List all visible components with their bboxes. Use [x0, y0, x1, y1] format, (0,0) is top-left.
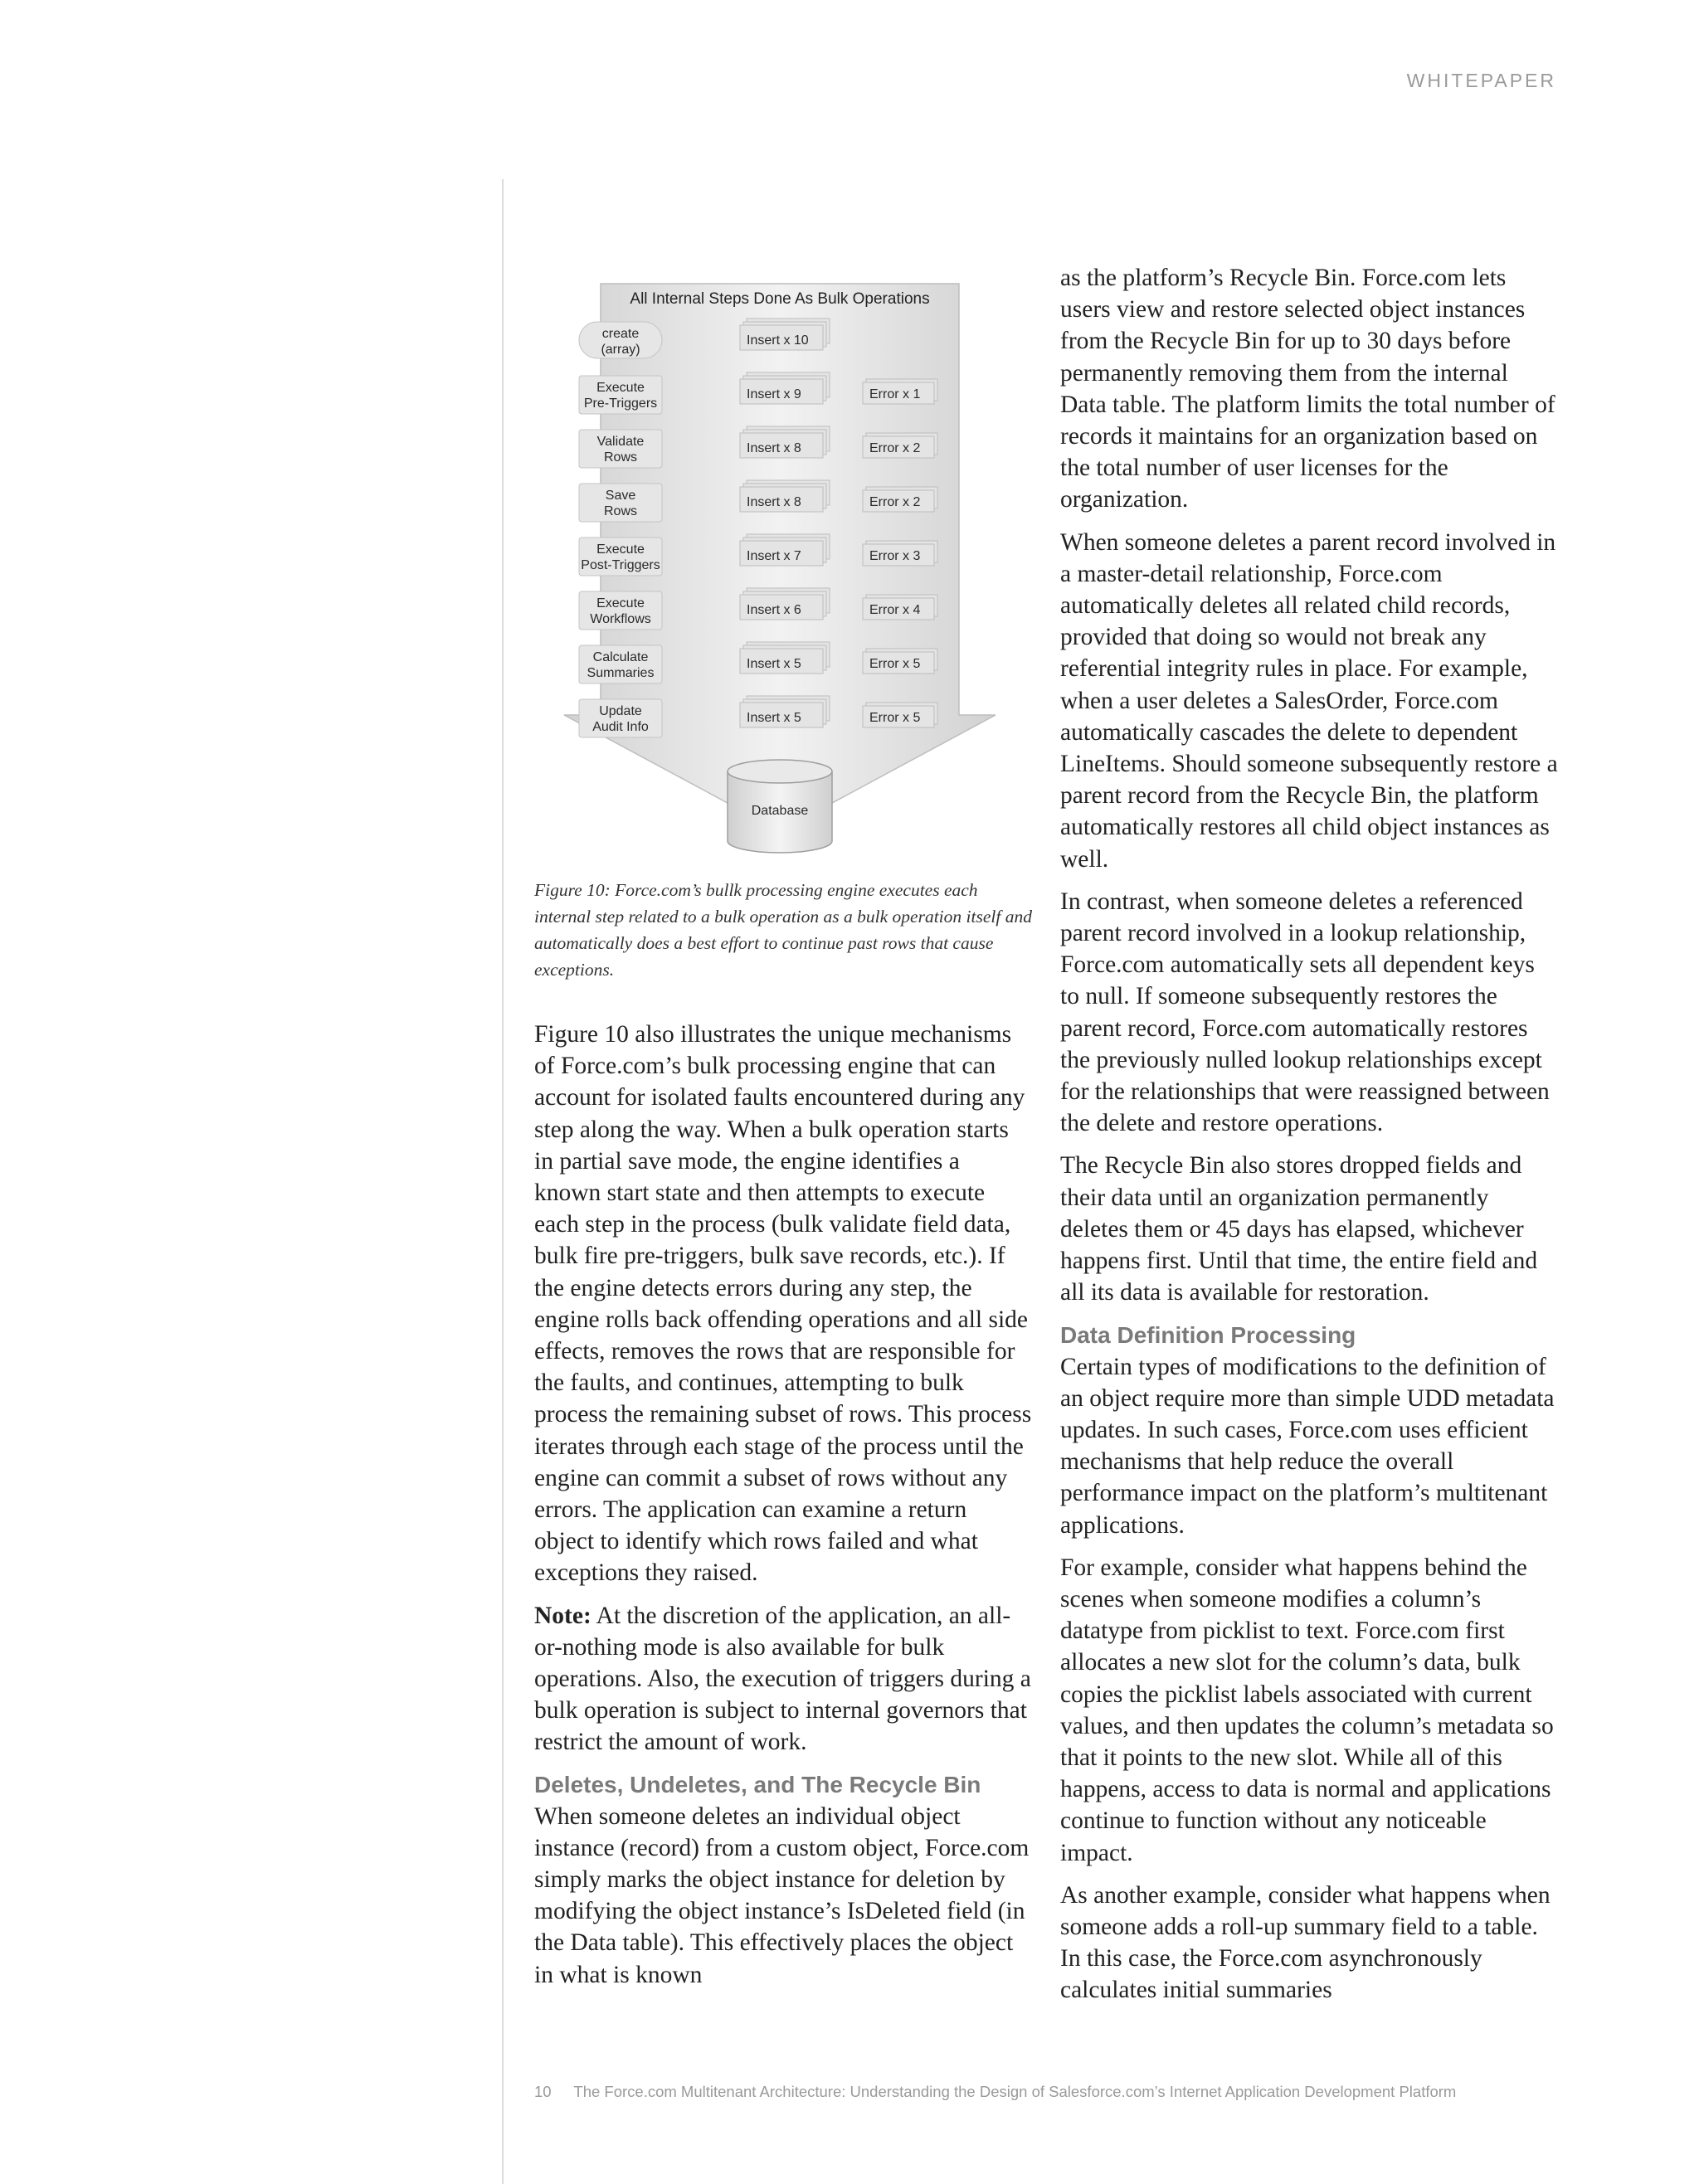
step-box [579, 430, 662, 468]
error-stack [863, 649, 937, 674]
right-paragraph-2: When someone deletes a parent record involved in a master-detail relationship, Force.com automatically deletes all related child records, provided that doing so would not break any referential integrity rules in place. For example, when a user deletes a SalesOrder, Force.com automatically cascades the delete to dependent LineItems. Should someone subsequently restore a parent record from the Recycle Bin, the platform automatically restores all child object instances as well. [1060, 528, 1558, 873]
right-paragraph-5: Certain types of modifications to the definition of an object require more than simple UDD metadata updates. In such cases, Force.com uses efficient mechanisms that help reduce the overall performance impact on the platform’s multitenant applications. [1060, 1353, 1555, 1539]
right-paragraph-1: as the platform’s Recycle Bin. Force.com lets users view and restore selected object instances from the Recycle Bin for up to 30 days before permanently removing them from the internal Data table. The platform limits the total number of records it maintains for an organization based on the total number of user licenses for the organization. [1060, 265, 1555, 513]
step-box [579, 645, 662, 683]
database-label: Database [751, 804, 809, 818]
insert-count-label: Insert x 7 [747, 549, 801, 563]
step-label-line2: Post-Triggers [581, 558, 660, 572]
insert-stack [740, 588, 830, 620]
step-label-line2: Workflows [590, 612, 651, 626]
insert-stack [740, 426, 830, 458]
step-label-line1: create [601, 327, 640, 341]
insert-stack [740, 642, 830, 674]
step-box [579, 322, 662, 358]
right-paragraph-3: In contrast, when someone deletes a referenced parent record involved in a lookup relationship, Force.com automatically sets all dependent keys to null. If someone subsequently restores the parent record, Force.com automatically restores the previously nulled lookup relationships except for the relationships that were reassigned between the delete and restore operations. [1060, 888, 1550, 1137]
right-paragraph-4: The Recycle Bin also stores dropped fields and their data until an organization permanently deletes them or 45 days has elapsed, whichever happens first. Until that time, the entire field and all its data is available for restoration. [1060, 1152, 1538, 1306]
left-paragraph-1: Figure 10 also illustrates the unique mechanisms of Force.com’s bulk processing engine that can account for isolated faults encountered during any step along the way. When a bulk operation starts in partial save mode, the engine identifies a known start state and then attempts to execute each step in the process (bulk validate field data, bulk fire pre-triggers, bulk save records, etc.). If the engine detects errors during any step, the engine rolls back offending operations and all side effects, removes the rows that are responsible for the faults, and continues, attempting to bulk process the remaining subset of rows. This process iterates through each stage of the process until the engine can commit a subset of rows without any errors. The application can examine a return object to identify which rows failed and what exceptions they raised. [534, 1021, 1032, 1587]
insert-count-label: Insert x 8 [747, 441, 801, 455]
step-label-line2: Pre-Triggers [583, 396, 658, 411]
right-paragraph-6: For example, consider what happens behind the scenes when someone modifies a column’s datatype from picklist to text. Force.com first allocates a new slot for the column’s data, bulk copies the picklist labels associated with current values, and then updates the column’s metadata so that it points to the new slot. While all of this happens, access to data is normal and applications continue to function without any noticeable impact. [1060, 1554, 1554, 1866]
note-paragraph [534, 1600, 1032, 1758]
step-label-line1: Execute [596, 596, 645, 610]
step-label-line1: Calculate [592, 650, 649, 664]
error-stack [863, 487, 937, 512]
step-box [579, 376, 662, 414]
step-box [579, 699, 662, 737]
step-label-line1: Validate [596, 435, 645, 449]
step-label-line1: Execute [596, 542, 645, 557]
error-stack [863, 595, 937, 620]
step-label-line1: Execute [596, 381, 645, 395]
figure-caption-text: Figure 10: Force.com’s bullk processing engine executes each internal step related to a bulk operation as a bulk operation itself and automatically does a best effort to continue past rows that cause exceptions. [534, 880, 1032, 980]
step-label-line2: Audit Info [592, 720, 649, 734]
vertical-rule [502, 179, 504, 2184]
step-box [579, 484, 662, 522]
error-count-label: Error x 5 [869, 711, 921, 725]
error-stack [863, 541, 937, 566]
insert-count-label: Insert x 5 [747, 657, 801, 671]
heading-data-definition: Data Definition Processing [1060, 1321, 1356, 1348]
step-label-line2: Rows [603, 450, 638, 465]
error-count-label: Error x 3 [869, 549, 921, 563]
step-box [579, 537, 662, 576]
header-label: WHITEPAPER [1406, 70, 1556, 91]
insert-stack [740, 372, 830, 404]
step-label-line1: Save [605, 489, 636, 503]
error-stack [863, 379, 937, 404]
error-stack [863, 703, 937, 727]
insert-stack [740, 319, 830, 350]
insert-stack [740, 534, 830, 566]
insert-stack [740, 480, 830, 512]
insert-count-label: Insert x 5 [747, 711, 801, 725]
step-box [579, 591, 662, 630]
error-count-label: Error x 1 [869, 387, 921, 401]
step-label-line1: Update [599, 704, 642, 718]
error-count-label: Error x 2 [869, 441, 921, 455]
error-count-label: Error x 2 [869, 495, 921, 509]
left-column [534, 1019, 1032, 2002]
note-text: At the discretion of the application, an all-or-nothing mode is also available for bulk operations. Also, the execution of triggers during a bulk operation is subject to internal governors that restrict the amount of work. [534, 1602, 1031, 1756]
step-label-line2: (array) [601, 343, 640, 357]
error-stack [863, 433, 937, 458]
page-footer [534, 2083, 1456, 2101]
step-label-line2: Rows [603, 504, 638, 518]
error-count-label: Error x 5 [869, 657, 921, 671]
right-paragraph-7: As another example, consider what happens when someone adds a roll-up summary field to a table. In this case, the Force.com asynchronously calculates initial summaries [1060, 1881, 1551, 2004]
footer-title: The Force.com Multitenant Architecture: Understanding the Design of Salesforce.com’s Internet Application Development Platform [573, 2083, 1457, 2100]
left-paragraph-2: When someone deletes an individual object instance (record) from a custom object, Force.com simply marks the object instance for deletion by modifying the object instance’s IsDeleted field (in the Data table). This effectively places the object in what is known [534, 1802, 1030, 1988]
step-label-line2: Summaries [587, 666, 655, 680]
insert-count-label: Insert x 10 [747, 333, 809, 348]
page-number: 10 [534, 2083, 552, 2100]
heading-recycle-bin: Deletes, Undeletes, and The Recycle Bin [534, 1771, 981, 1797]
error-count-label: Error x 4 [869, 603, 921, 617]
insert-count-label: Insert x 9 [747, 387, 801, 401]
figure-bulk-operations [548, 267, 1012, 858]
note-label: Note: [534, 1602, 591, 1629]
figure-caption [534, 877, 1032, 983]
insert-count-label: Insert x 6 [747, 603, 801, 617]
insert-count-label: Insert x 8 [747, 495, 801, 509]
figure-title: All Internal Steps Done As Bulk Operations [630, 290, 930, 308]
insert-stack [740, 696, 830, 727]
right-column [1060, 262, 1558, 2017]
